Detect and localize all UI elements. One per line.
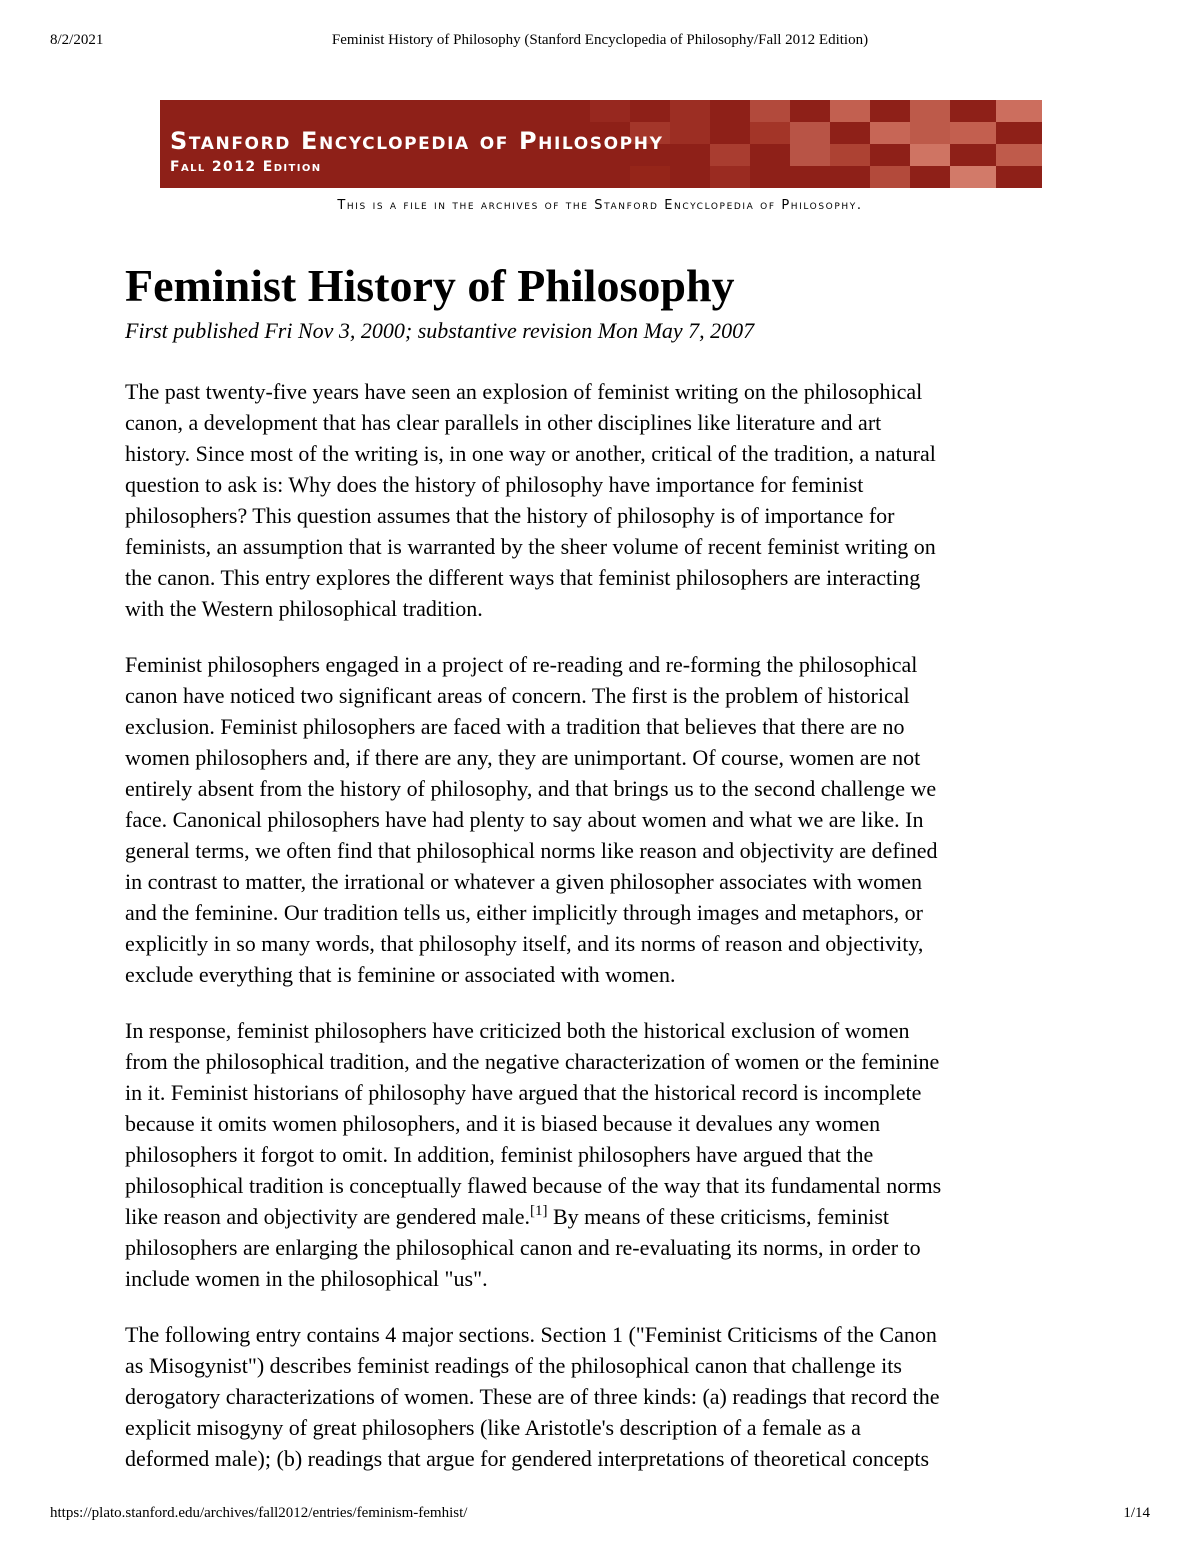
page-url: https://plato.stanford.edu/archives/fall2012/entries/feminism-femhist/ — [50, 1505, 468, 1521]
text-line: from the philosophical tradition, and the negative characterization of women or the feminine — [125, 1049, 940, 1074]
paragraph-concerns — [125, 649, 1075, 990]
paragraph-intro — [125, 376, 1075, 624]
text-line: in it. Feminist historians of philosophy have argued that the historical record is incomplete — [125, 1080, 922, 1105]
banner-title: Stanford Encyclopedia of Philosophy — [170, 127, 664, 155]
text-line: face. Canonical philosophers have had plenty to say about women and what we are like. In — [125, 807, 924, 832]
paragraph-response — [125, 1015, 1075, 1294]
text-segment: like reason and objectivity are gendered male. — [125, 1204, 530, 1229]
text-line: general terms, we often find that philosophical norms like reason and objectivity are defined — [125, 838, 938, 863]
text-line: philosophers it forgot to omit. In addition, feminist philosophers have argued that the — [125, 1142, 874, 1167]
text-line: history. Since most of the writing is, in one way or another, critical of the tradition, a natural — [125, 441, 936, 466]
print-footer — [50, 1505, 1150, 1525]
text-line: the canon. This entry explores the different ways that feminist philosophers are interacting — [125, 565, 921, 590]
footnote-link-1[interactable]: [1] — [530, 1203, 548, 1219]
text-line: entirely absent from the history of philosophy, and that brings us to the second challenge we — [125, 776, 937, 801]
text-line: women philosophers and, if there are any, they are unimportant. Of course, women are not — [125, 745, 921, 770]
archive-notice: This is a file in the archives of the Stanford Encyclopedia of Philosophy. — [337, 198, 863, 213]
text-line: In response, feminist philosophers have criticized both the historical exclusion of women — [125, 1018, 910, 1043]
text-line-with-footnote — [125, 1201, 1075, 1232]
publication-info: First published Fri Nov 3, 2000; substantive revision Mon May 7, 2007 — [125, 318, 755, 343]
text-line: The past twenty-five years have seen an explosion of feminist writing on the philosophical — [125, 379, 923, 404]
text-line: The following entry contains 4 major sections. Section 1 ("Feminist Criticisms of the Canon — [125, 1322, 937, 1347]
text-line: include women in the philosophical "us". — [125, 1266, 488, 1291]
sep-banner[interactable] — [160, 100, 1042, 188]
print-date: 8/2/2021 — [50, 32, 104, 48]
text-line: Feminist philosophers engaged in a project of re-reading and re-forming the philosophical — [125, 652, 918, 677]
print-header — [50, 32, 1150, 52]
text-line: derogatory characterizations of women. These are of three kinds: (a) readings that record the — [125, 1384, 940, 1409]
text-line: canon, a development that has clear parallels in other disciplines like literature and art — [125, 410, 882, 435]
text-line: and the feminine. Our tradition tells us, either implicitly through images and metaphors, or — [125, 900, 923, 925]
print-document-title: Feminist History of Philosophy (Stanford Encyclopedia of Philosophy/Fall 2012 Edition) — [331, 32, 869, 48]
text-line: with the Western philosophical tradition. — [125, 596, 483, 621]
footnote-marker — [530, 1203, 548, 1219]
text-line: explicitly in so many words, that philosophy itself, and its norms of reason and objectivity, — [125, 931, 924, 956]
text-line: exclude everything that is feminine or associated with women. — [125, 962, 676, 987]
text-line: philosophers? This question assumes that the history of philosophy is of importance for — [125, 503, 895, 528]
text-line: as Misogynist") describes feminist readings of the philosophical canon that challenge its — [125, 1353, 902, 1378]
page-number: 1/14 — [1123, 1505, 1150, 1521]
text-line: exclusion. Feminist philosophers are faced with a tradition that believes that there are no — [125, 714, 905, 739]
banner-edition: Fall 2012 Edition — [170, 159, 322, 175]
text-line: canon have noticed two significant areas of concern. The first is the problem of historical — [125, 683, 910, 708]
text-line: explicit misogyny of great philosophers (like Aristotle's description of a female as a — [125, 1415, 861, 1440]
text-line: feminists, an assumption that is warranted by the sheer volume of recent feminist writing on — [125, 534, 936, 559]
article-title: Feminist History of Philosophy — [125, 260, 735, 311]
text-line: philosophical tradition is conceptually flawed because of the way that its fundamental norms — [125, 1173, 942, 1198]
text-line: philosophers are enlarging the philosophical canon and re-evaluating its norms, in order to — [125, 1235, 921, 1260]
text-line: question to ask is: Why does the history of philosophy have importance for feminist — [125, 472, 864, 497]
text-segment: By means of these criticisms, feminist — [547, 1204, 890, 1229]
text-line: in contrast to matter, the irrational or whatever a given philosopher associates with women — [125, 869, 922, 894]
article — [125, 256, 1075, 1499]
text-line: because it omits women philosophers, and it is biased because it devalues any women — [125, 1111, 881, 1136]
text-line: deformed male); (b) readings that argue for gendered interpretations of theoretical concepts — [125, 1446, 930, 1471]
paragraph-sections-overview — [125, 1319, 1075, 1474]
